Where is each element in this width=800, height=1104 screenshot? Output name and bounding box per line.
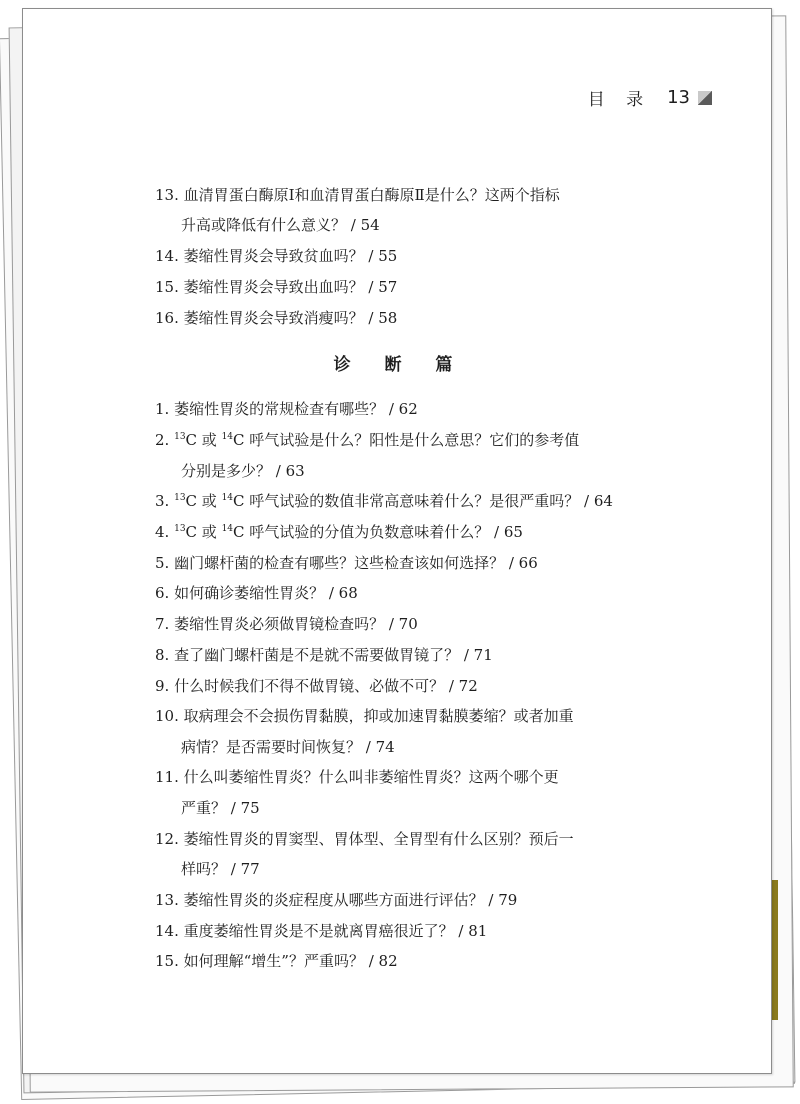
toc-entry: 6. 如何确诊萎缩性胃炎？ / 68 [155, 584, 358, 602]
toc-entry: 16. 萎缩性胃炎会导致消瘦吗？ / 58 [155, 309, 398, 327]
isotope-superscript: 13 [174, 432, 186, 442]
item-number: 3. [155, 492, 175, 510]
isotope-superscript: 13 [174, 524, 186, 534]
toc-entry: 14. 萎缩性胃炎会导致贫血吗？ / 55 [155, 247, 398, 265]
toc-entry: 7. 萎缩性胃炎必须做胃镜检查吗？ / 70 [155, 615, 418, 633]
entry-text: C 呼气试验的数值非常高意味着什么？是很严重吗？ / 64 [233, 492, 613, 510]
toc-entry-continuation: 分别是多少？ / 63 [181, 462, 305, 480]
entry-text: C 或 [185, 492, 222, 510]
toc-entry-continuation: 病情？是否需要时间恢复？ / 74 [181, 738, 395, 756]
toc-entry: 14. 重度萎缩性胃炎是不是就离胃癌很近了？ / 81 [155, 922, 488, 940]
toc-entry [155, 490, 613, 511]
toc-entry: 9. 什么时候我们不得不做胃镜、必做不可？ / 72 [155, 677, 478, 695]
entry-text: C 或 [185, 523, 222, 541]
isotope-superscript: 14 [221, 432, 234, 442]
page-number: 13 [667, 87, 690, 108]
isotope-superscript: 14 [221, 493, 234, 503]
running-header [588, 85, 712, 110]
toc-entry: 5. 幽门螺杆菌的检查有哪些？这些检查该如何选择？ / 66 [155, 554, 538, 572]
section-title: 诊 断 篇 [333, 355, 467, 375]
isotope-superscript: 13 [174, 493, 186, 503]
header-label: 目 录 [587, 90, 652, 110]
item-number: 4. [155, 523, 175, 541]
toc-entry-continuation: 升高或降低有什么意义？ / 54 [181, 216, 380, 234]
toc-entry: 13. 血清胃蛋白酶原Ⅰ和血清胃蛋白酶原Ⅱ是什么？这两个指标 [155, 186, 560, 204]
toc-entry-continuation: 样吗？ / 77 [181, 860, 260, 878]
toc-entry: 15. 如何理解“增生”？严重吗？ / 82 [155, 952, 398, 970]
toc-entry: 10. 取病理会不会损伤胃黏膜，抑或加速胃黏膜萎缩？或者加重 [155, 707, 574, 725]
toc-entry: 1. 萎缩性胃炎的常规检查有哪些？ / 62 [155, 400, 418, 418]
isotope-superscript: 14 [221, 524, 234, 534]
toc-entry: 15. 萎缩性胃炎会导致出血吗？ / 57 [155, 278, 398, 296]
corner-mark-icon [698, 91, 712, 105]
item-number: 2. [155, 431, 175, 449]
toc-entry: 8. 查了幽门螺杆菌是不是就不需要做胃镜了？ / 71 [155, 646, 493, 664]
entry-text: C 呼气试验的分值为负数意味着什么？ / 65 [233, 523, 523, 541]
toc-entry: 11. 什么叫萎缩性胃炎？什么叫非萎缩性胃炎？这两个哪个更 [155, 768, 559, 786]
entry-text: C 或 [185, 431, 222, 449]
toc-entry: 12. 萎缩性胃炎的胃窦型、胃体型、全胃型有什么区别？预后一 [155, 830, 574, 848]
toc-entry: 13. 萎缩性胃炎的炎症程度从哪些方面进行评估？ / 79 [155, 891, 518, 909]
toc-entry [155, 429, 579, 450]
entry-text: C 呼气试验是什么？阳性是什么意思？它们的参考值 [233, 431, 580, 449]
toc-entry-continuation: 严重？ / 75 [181, 799, 260, 817]
toc-entry [155, 521, 523, 542]
